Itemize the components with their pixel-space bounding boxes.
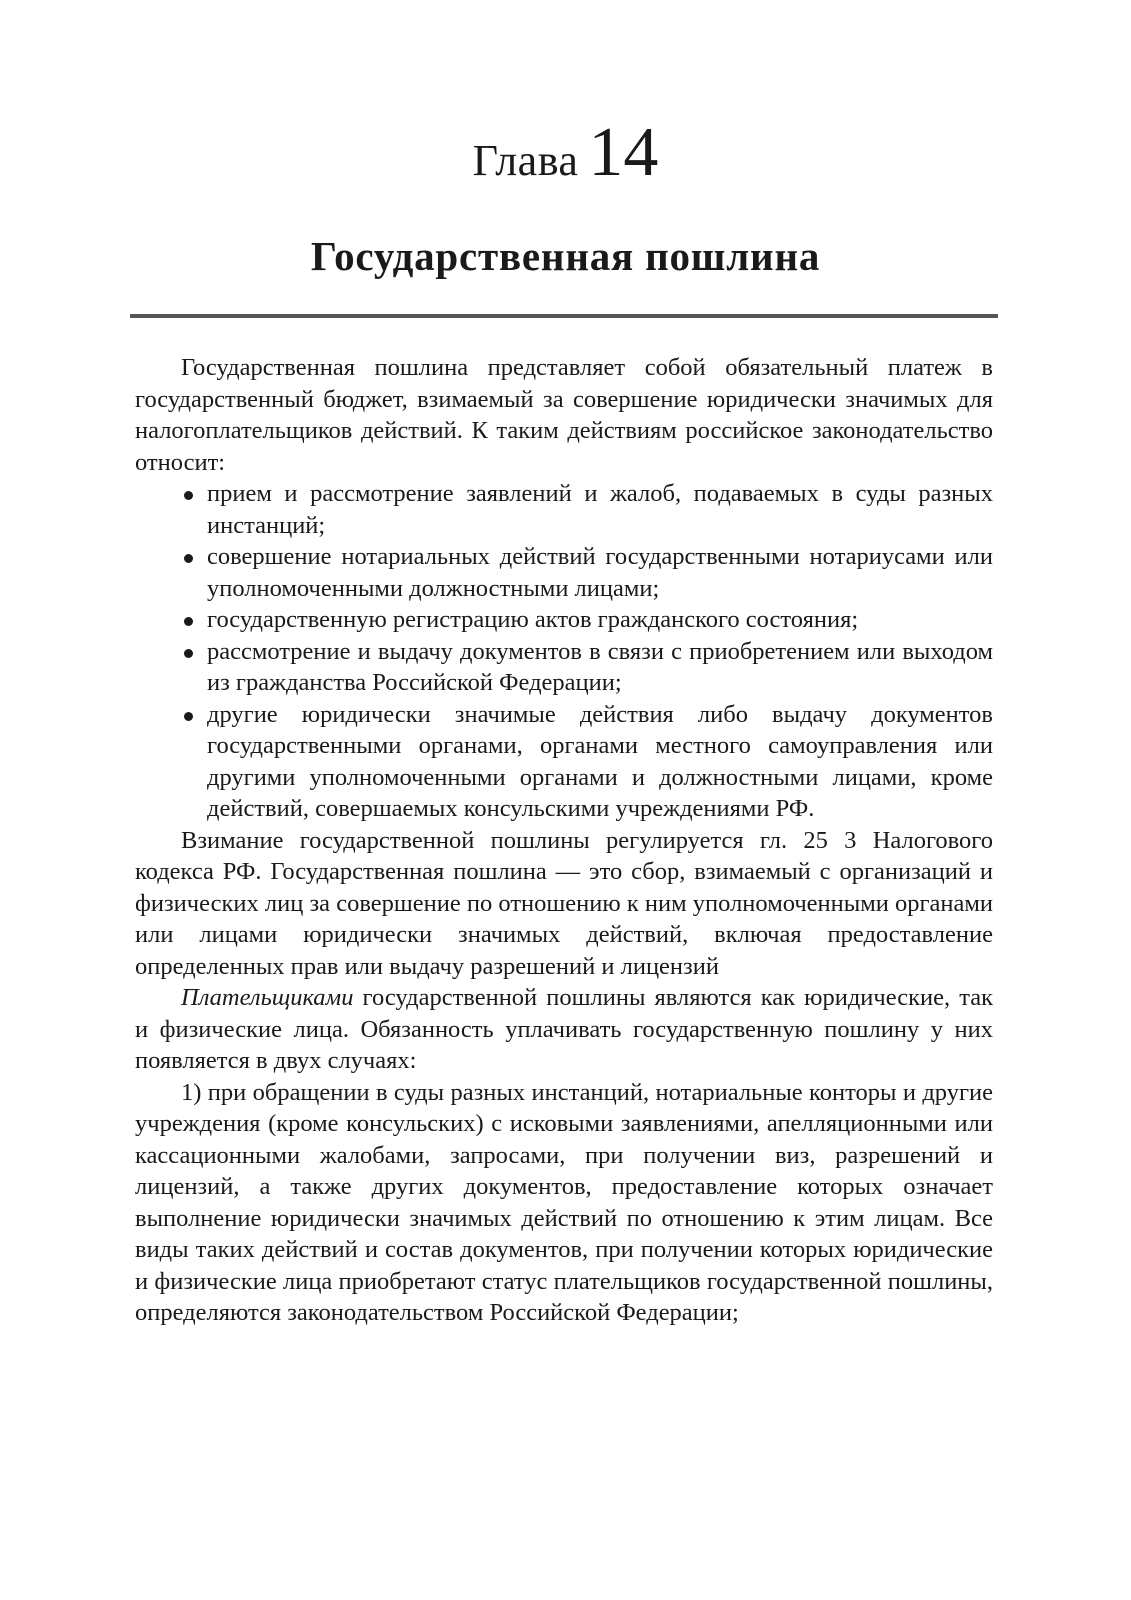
payers-paragraph bbox=[135, 982, 993, 1077]
list-item bbox=[207, 636, 993, 699]
list-item-text: рассмотрение и выдачу документов в связи с приобретением или выходом из гражданства Российской Федерации; bbox=[207, 637, 993, 696]
chapter-heading bbox=[0, 114, 1131, 191]
list-item-text: другие юридически значимые действия либо выдачу документов государственными органами, органами местного самоуправления или другими уполномоченными органами и должностными лицами, кроме действий, совершаемых консульскими учреждениями РФ. bbox=[207, 700, 993, 822]
list-item-text: государственную регистрацию актов гражданского состояния; bbox=[207, 606, 859, 633]
bullet-icon bbox=[184, 617, 193, 626]
payers-text: государственной пошлины являются как юридические, так и физические лица. Обязанность уплачивать государственную пошлину у них появляется в двух случаях: bbox=[135, 984, 993, 1074]
taxable-actions-list bbox=[135, 478, 993, 825]
list-item-text: прием и рассмотрение заявлений и жалоб, подаваемых в суды разных инстанций; bbox=[207, 480, 993, 539]
list-item bbox=[207, 478, 993, 541]
list-item bbox=[207, 604, 993, 636]
bullet-icon bbox=[184, 491, 193, 500]
regulation-paragraph: Взимание государственной пошлины регулируется гл. 25 3 Налогового кодекса РФ. Государственная пошлина — это сбор, взимаемый с организаций и физических лиц за совершение по отношению к ним уполномоченными органами или лицами юридически значимых действий, включая предоставление определенных прав или выдачу разрешений и лицензий bbox=[135, 826, 993, 980]
intro-paragraph: Государственная пошлина представляет собой обязательный платеж в государственный бюджет, взимаемый за совершение юридически значимых для налогоплательщиков действий. К таким действиям российское законодательство относит: bbox=[135, 354, 993, 476]
chapter-body bbox=[135, 352, 993, 1329]
list-item bbox=[207, 699, 993, 825]
bullet-icon bbox=[184, 649, 193, 658]
chapter-title: Государственная пошлина bbox=[310, 233, 821, 279]
list-item bbox=[207, 541, 993, 604]
bullet-icon bbox=[184, 554, 193, 563]
bullet-icon bbox=[184, 712, 193, 721]
heading-divider bbox=[130, 314, 998, 318]
chapter-number: 14 bbox=[588, 114, 659, 191]
chapter-word: Глава bbox=[472, 136, 579, 185]
list-item-text: совершение нотариальных действий государственными нотариусами или уполномоченными должностными лицами; bbox=[207, 543, 993, 602]
payers-term: Плательщиками bbox=[181, 984, 354, 1011]
case-one-paragraph: 1) при обращении в суды разных инстанций, нотариальные конторы и другие учреждения (кроме консульских) с исковыми заявлениями, апелляционными или кассационными жалобами, запросами, при получении виз, разрешений и лицензий, а также других документов, предоставление которых означает выполнение юридически значимых действий по отношению к этим лицам. Все виды таких действий и состав документов, при получении которых юридические и физические лица приобретают статус плательщиков государственной пошлины, определяются законодательством Российской Федерации; bbox=[135, 1078, 993, 1326]
